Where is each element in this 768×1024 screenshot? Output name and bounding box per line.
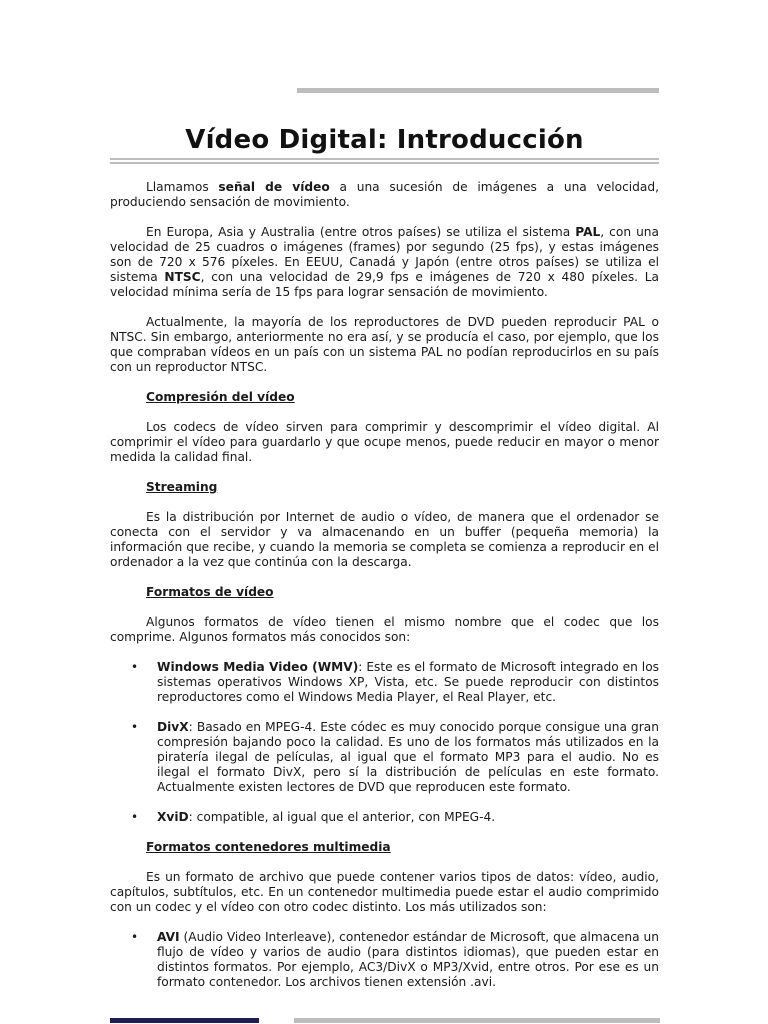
format-description: : Este es el formato de Microsoft integrado en los sistemas operativos Windows XP, Vista, etc. Se puede reproducir con distintos reproductores como el Windows Media Player, el Real Player, etc. [157,660,659,704]
term-video-signal: señal de vídeo [218,180,330,194]
format-name: XviD [157,810,189,824]
format-description: : Basado en MPEG-4. Este códec es muy conocido porque consigue una gran compresión bajando poco la calidad. Es uno de los formatos más utilizados en la piratería ilegal de películas, al igual que el formato MP3 para el audio. No es ilegal el formato DivX, pero sí la distribución de películas en este formato. Actualmente existen lectores de DVD que reproducen este formato. [157,720,659,794]
container-description: (Audio Video Interleave), contenedor estándar de Microsoft, que almacena un flujo de vídeo y varios de audio (para distintos idiomas), que pueden estar en distintos formatos. Por ejemplo, AC3/DivX o MP3/Xvid, entre otros. Por ese es un formato contenedor. Los archivos tienen extensión .avi. [157,930,659,989]
containers-heading: Formatos contenedores multimedia [146,840,391,854]
list-item [110,660,659,705]
streaming-heading: Streaming [146,480,218,494]
footer-rule [294,1018,660,1023]
format-name: Windows Media Video (WMV) [157,660,359,674]
containers-paragraph: Es un formato de archivo que puede contener varios tipos de datos: vídeo, audio, capítulos, subtítulos, etc. En un contenedor multimedia puede estar el audio comprimido con un codec y el vídeo con otro codec distinto. Los más utilizados son: [110,870,659,914]
video-formats-heading: Formatos de vídeo [146,585,274,599]
containers-list [110,930,659,990]
document-body [110,180,659,1005]
dvd-paragraph: Actualmente, la mayoría de los reproductores de DVD pueden reproducir PAL o NTSC. Sin embargo, anteriormente no era así, y se producía el caso, por ejemplo, que los que compraban vídeos en un país con un sistema PAL no podían reproducirlos en su país con un reproductor NTSC. [110,315,659,374]
bullet-icon: • [131,810,139,824]
systems-paragraph: En Europa, Asia y Australia (entre otros países) se utiliza el sistema PAL, con una velocidad de 25 cuadros o imágenes (frames) por segundo (25 fps), y estas imágenes son de 720 x 576 píxeles. En EEUU, Canadá y Japón (entre otros países) se utiliza el sistema NTSC, con una velocidad de 29,9 fps e imágenes de 720 x 480 píxeles. La velocidad mínima sería de 15 fps para lograr sensación de movimiento. [110,225,659,299]
term-pal: PAL [575,225,601,239]
bullet-icon: • [131,660,139,674]
term-ntsc: NTSC [164,270,201,284]
intro-paragraph: Llamamos señal de vídeo a una sucesión de imágenes a una velocidad, produciendo sensación de movimiento. [110,180,659,209]
bullet-icon: • [131,930,139,944]
footer-accent-rule [110,1018,259,1023]
compression-heading: Compresión del vídeo [146,390,295,404]
title-rule-lower [110,162,659,164]
streaming-paragraph: Es la distribución por Internet de audio o vídeo, de manera que el ordenador se conecta con el servidor y va almacenando en un buffer (pequeña memoria) la información que recibe, y cuando la memoria se completa se comienza a reproducir en el ordenador a la vez que continúa con la descarga. [110,510,659,569]
header-rule [297,88,659,93]
title-rule-upper [110,158,659,160]
bullet-icon: • [131,720,139,734]
video-formats-paragraph: Algunos formatos de vídeo tienen el mismo nombre que el codec que los comprime. Algunos formatos más conocidos son: [110,615,659,644]
video-formats-list [110,660,659,825]
format-name: DivX [157,720,189,734]
format-description: : compatible, al igual que el anterior, con MPEG-4. [188,810,496,824]
list-item [110,720,659,795]
list-item [110,810,659,825]
list-item [110,930,659,990]
container-name: AVI [157,930,180,944]
compression-paragraph: Los codecs de vídeo sirven para comprimir y descomprimir el vídeo digital. Al comprimir el vídeo para guardarlo y que ocupe menos, puede reducir en mayor o menor medida la calidad final. [110,420,659,464]
page-title: Vídeo Digital: Introducción [185,125,584,156]
